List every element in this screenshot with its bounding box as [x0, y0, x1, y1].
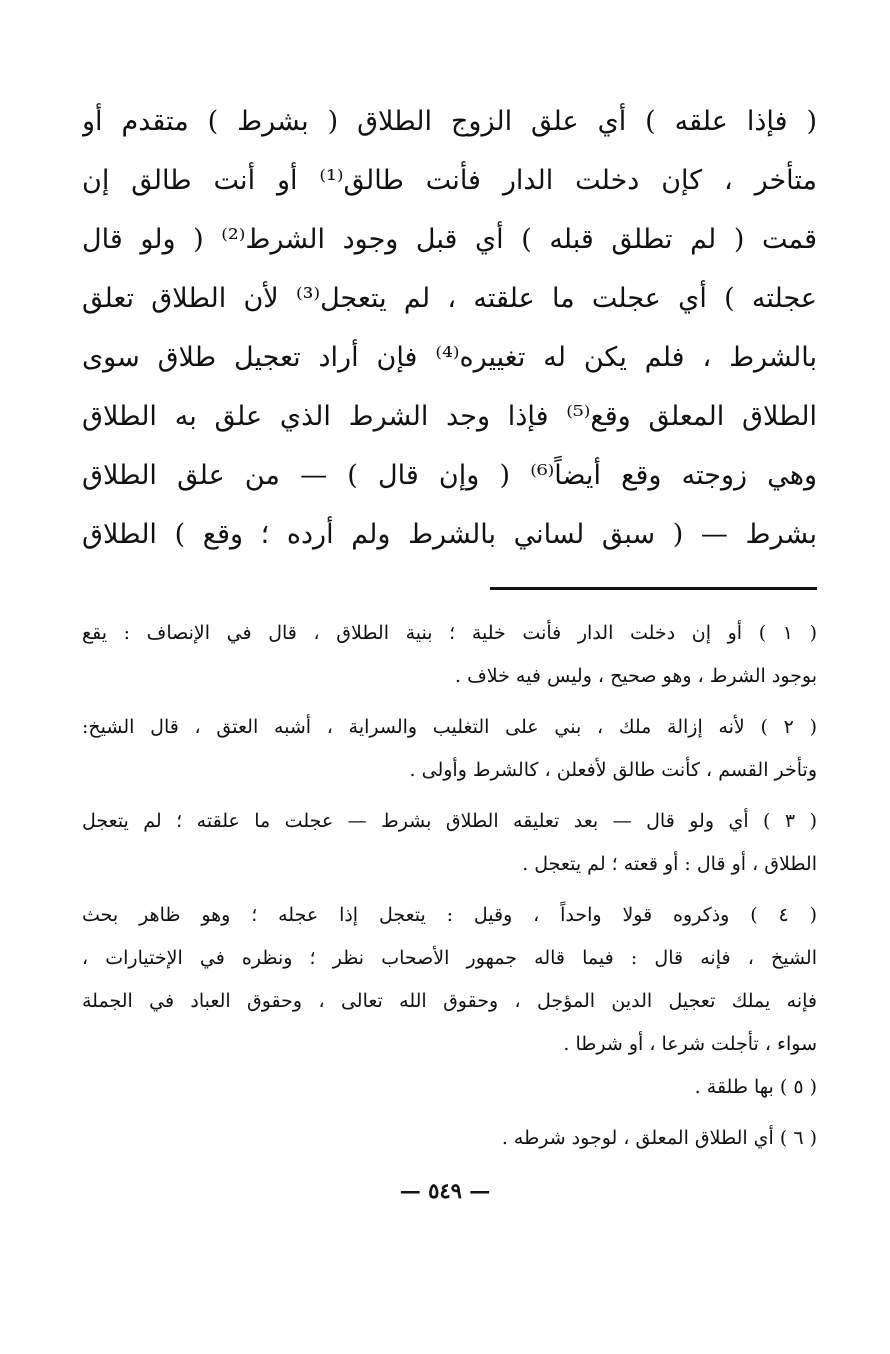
main-text-line: ( فإذا علقه ) أي علق الزوج الطلاق ( بشرط ) متقدم أو	[82, 106, 817, 137]
footnote-6	[82, 1117, 817, 1160]
footnote-line: بوجود الشرط ، وهو صحيح ، وليس فيه خلاف .	[455, 665, 817, 687]
footnote-line: فإنه يملك تعجيل الدين المؤجل ، وحقوق الله تعالى ، وحقوق العباد في الجملة	[82, 990, 817, 1012]
footnote-4	[82, 894, 817, 1066]
main-text-line: بالشرط ، فلم يكن له تغييره⁽⁴⁾ فإن أراد تعجيل طلاق سوى	[82, 342, 817, 373]
footnote-line: ( ١ ) أو إن دخلت الدار فأنت خلية ؛ بنية الطلاق ، قال في الإنصاف : يقع	[82, 622, 817, 644]
footnote-line: ( ٦ ) أي الطلاق المعلق ، لوجود شرطه .	[501, 1127, 817, 1149]
footnote-line: ( ٥ ) بها طلقة .	[694, 1076, 817, 1098]
footnote-line: ( ٤ ) وذكروه قولا واحداً ، وقيل : يتعجل إذا عجله ؛ وهو ظاهر بحث	[82, 904, 817, 926]
main-text-line: الطلاق المعلق وقع⁽⁵⁾ فإذا وجد الشرط الذي علق به الطلاق	[82, 401, 817, 432]
main-text-line: وهي زوجته وقع أيضاً⁽⁶⁾ ( وإن قال ) — من علق الطلاق	[82, 460, 817, 491]
footnote-line: الطلاق ، أو قال : أو قعته ؛ لم يتعجل .	[522, 853, 817, 875]
footnote-separator-rule	[490, 587, 817, 590]
page-number: — ٥٤٩ —	[399, 1178, 491, 1203]
main-text-line: عجلته ) أي عجلت ما علقته ، لم يتعجل⁽³⁾ لأن الطلاق تعلق	[82, 283, 817, 314]
main-text-block	[82, 92, 817, 564]
main-text-line: متأخر ، كإن دخلت الدار فأنت طالق⁽¹⁾ أو أنت طالق إن	[82, 165, 817, 196]
footnote-1	[82, 612, 817, 698]
footnote-line: سواء ، تأجلت شرعا ، أو شرطا .	[563, 1033, 817, 1055]
footnote-line: ( ٢ ) لأنه إزالة ملك ، بني على التغليب والسراية ، أشبه العتق ، قال الشيخ:	[82, 716, 817, 738]
footnotes-block	[82, 612, 817, 1160]
footnote-5	[82, 1066, 817, 1109]
footnote-line: وتأخر القسم ، كأنت طالق لأفعلن ، كالشرط وأولى .	[409, 759, 817, 781]
footnote-line: الشيخ ، فإنه قال : فيما قاله جمهور الأصحاب نظر ؛ ونظره في الإختيارات ،	[82, 947, 817, 969]
footnote-3	[82, 800, 817, 886]
footnote-2	[82, 706, 817, 792]
main-text-line: بشرط — ( سبق لساني بالشرط ولم أرده ؛ وقع ) الطلاق	[82, 519, 817, 550]
main-text-line: قمت ( لم تطلق قبله ) أي قبل وجود الشرط⁽²⁾ ( ولو قال	[82, 224, 817, 255]
footnote-line: ( ٣ ) أي ولو قال — بعد تعليقه الطلاق بشرط — عجلت ما علقته ؛ لم يتعجل	[82, 810, 817, 832]
